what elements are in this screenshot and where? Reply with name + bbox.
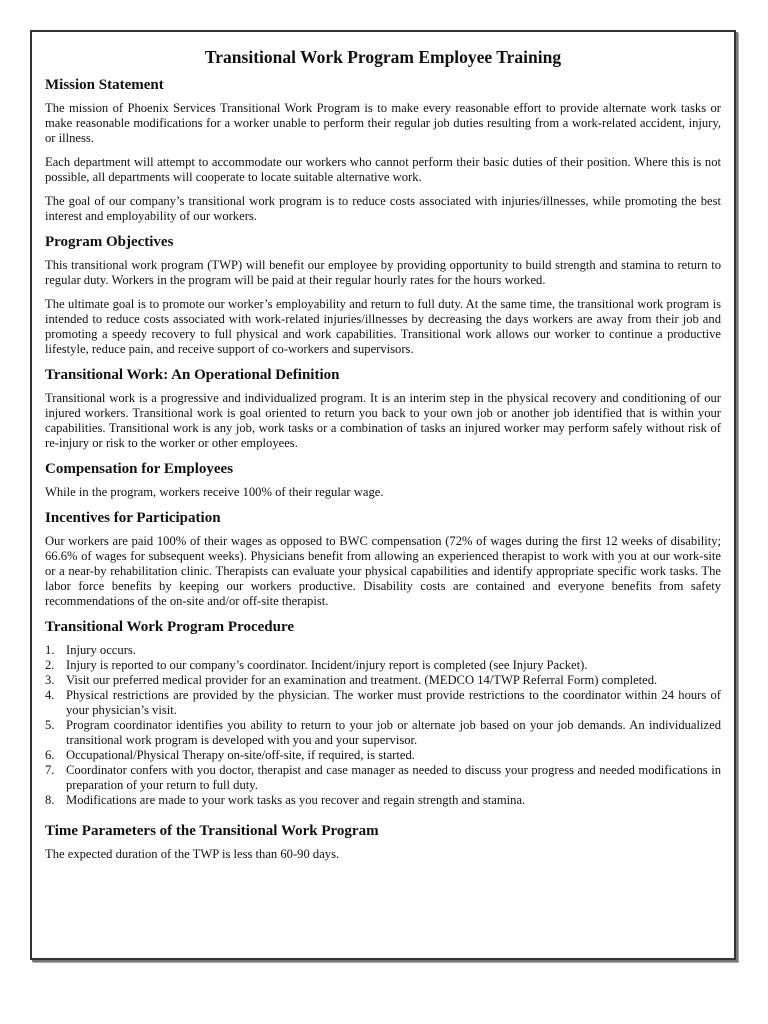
document-title: Transitional Work Program Employee Training	[204, 47, 562, 67]
list-item	[45, 658, 721, 673]
definition-heading: Transitional Work: An Operational Definition	[45, 367, 340, 383]
incentives-heading: Incentives for Participation	[45, 510, 221, 526]
list-item	[45, 793, 721, 808]
procedure-heading: Transitional Work Program Procedure	[45, 619, 295, 635]
list-item	[45, 748, 721, 763]
list-item	[45, 673, 721, 688]
list-item-text: Visit our preferred medical provider for an examination and treatment. (MEDCO 14/TWP Referral Form) completed.	[66, 673, 658, 687]
list-item-text: Modifications are made to your work tasks as you recover and regain strength and stamina.	[66, 793, 526, 807]
objectives-heading: Program Objectives	[45, 234, 174, 250]
objectives-section	[45, 233, 721, 357]
list-item-text: Physical restrictions are provided by the physician. The worker must provide restrictions to the coordinator within 24 hours of your physician’s visit.	[66, 688, 721, 717]
list-item-number: 6.	[45, 748, 55, 762]
list-item-number: 7.	[45, 763, 55, 777]
compensation-paragraph: While in the program, workers receive 100% of their regular wage.	[45, 485, 384, 499]
list-item	[45, 763, 721, 793]
list-item-number: 4.	[45, 688, 55, 702]
compensation-section	[45, 460, 721, 500]
time-section	[45, 822, 721, 862]
list-item-text: Coordinator confers with you doctor, therapist and case manager as needed to discuss your progress and needed modifications in preparation of your return to full duty.	[66, 763, 721, 792]
incentives-paragraph: Our workers are paid 100% of their wages as opposed to BWC compensation (72% of wages during the first 12 weeks of disability; 66.6% of wages for subsequent weeks). Physicians benefit from allowing an experienced therapist to work with you at our work-site or a near-by rehabilitation clinic. Therapists can evaluate your physical capabilities and identify appropriate specific work tasks. The labor force benefits by keeping our workers productive. Disability costs are contained and everyone benefits from safety recommendations of the on-site and/or off-site therapist.	[45, 534, 721, 608]
list-item-text: Injury is reported to our company’s coordinator. Incident/injury report is completed (see Injury Packet).	[66, 658, 588, 672]
list-item-number: 2.	[45, 658, 55, 672]
list-item-number: 1.	[45, 643, 55, 657]
mission-paragraph-2: Each department will attempt to accommodate our workers who cannot perform their basic duties of their position. Where this is not possible, all departments will cooperate to locate suitable alternative work.	[45, 155, 721, 184]
procedure-list	[45, 643, 721, 808]
time-paragraph: The expected duration of the TWP is less than 60-90 days.	[45, 847, 340, 861]
list-item	[45, 643, 721, 658]
objectives-paragraph-2: The ultimate goal is to promote our worker’s employability and return to full duty. At the same time, the transitional work program is intended to reduce costs associated with work-related injuries/illnesses by decreasing the days workers are away from their job and promoting a speedy recovery to full physical and work capabilities. Transitional work allows our worker to continue a productive lifestyle, reduce pain, and receive support of co-workers and supervisors.	[45, 297, 721, 356]
list-item-number: 8.	[45, 793, 55, 807]
document-page	[30, 30, 736, 960]
list-item-text: Program coordinator identifies you ability to return to your job or alternate job based on your job demands. An individualized transitional work program is developed with you and your supervisor.	[66, 718, 721, 747]
mission-heading: Mission Statement	[45, 77, 164, 93]
list-item	[45, 688, 721, 718]
procedure-section	[45, 618, 721, 820]
compensation-heading: Compensation for Employees	[45, 461, 234, 477]
definition-section	[45, 366, 721, 451]
objectives-paragraph-1: This transitional work program (TWP) will benefit our employee by providing opportunity to build strength and stamina to return to regular duty. Workers in the program will be paid at their regular hourly rates for the hours worked.	[45, 258, 721, 287]
list-item-text: Occupational/Physical Therapy on-site/off-site, if required, is started.	[66, 748, 415, 762]
definition-paragraph: Transitional work is a progressive and individualized program. It is an interim step in the physical recovery and conditioning of our injured workers. Transitional work is goal oriented to return you back to your own job or another job identified that is within your capabilities. Transitional work is any job, work tasks or a combination of tasks an injured worker may perform safely without risk of re-injury or risk to the worker or other employees.	[45, 391, 721, 450]
list-item-number: 5.	[45, 718, 55, 732]
list-item-text: Injury occurs.	[66, 643, 136, 657]
list-item-number: 3.	[45, 673, 55, 687]
mission-paragraph-3: The goal of our company’s transitional work program is to reduce costs associated with injuries/illnesses, while promoting the best interest and employability of our workers.	[45, 194, 721, 223]
list-item	[45, 718, 721, 748]
mission-section	[45, 76, 721, 224]
mission-paragraph-1: The mission of Phoenix Services Transitional Work Program is to make every reasonable effort to provide alternate work tasks or make reasonable modifications for a worker unable to perform their regular job duties resulting from a work-related accident, injury, or illness.	[45, 101, 721, 145]
time-heading: Time Parameters of the Transitional Work Program	[45, 823, 379, 839]
incentives-section	[45, 509, 721, 609]
